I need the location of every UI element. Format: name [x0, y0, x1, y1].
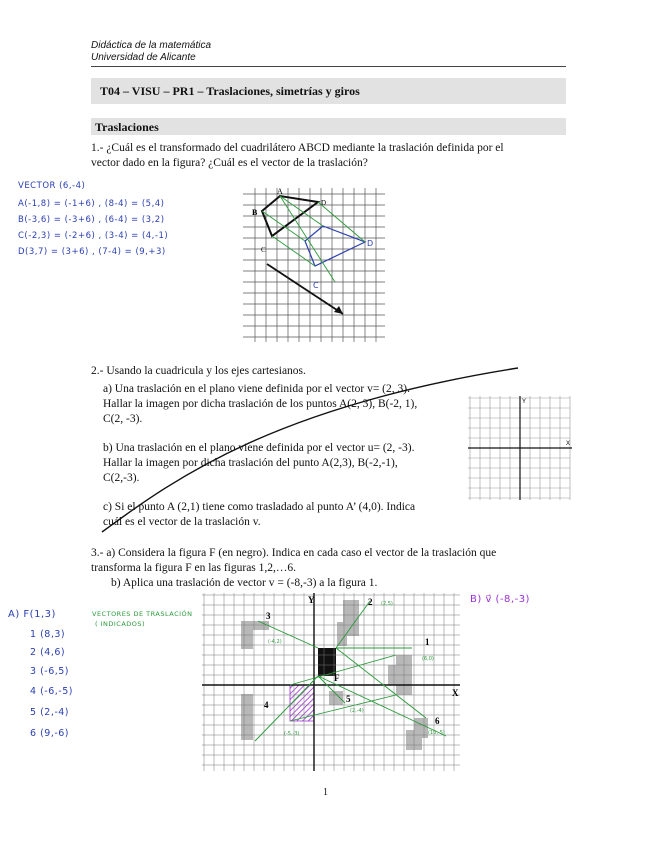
q1-label-c: C [261, 246, 266, 254]
q2-grid [466, 394, 574, 502]
q1-label-d: D [321, 199, 327, 207]
section-box [91, 118, 566, 135]
header-rule [91, 66, 566, 67]
q2-axis-x: X [566, 441, 571, 447]
q1-label-c2: C [313, 281, 319, 290]
header-line-2: Universidad de Alicante [91, 52, 196, 63]
hw3-row-5: 5 (2,-4) [30, 707, 70, 718]
q2-a-line-3: C(2, -3). [103, 413, 143, 425]
q3-axis-y: Y [308, 595, 315, 605]
hw-line-b: B(-3,6) = (-3+6) , (6-4) = (3,2) [18, 215, 165, 225]
q2-b-line-3: C(2,-3). [103, 472, 140, 484]
q3-axis-x: X [452, 688, 459, 698]
q3-annot-4: (-5,-3) [284, 731, 300, 737]
q3-line-2: transforma la figura F en las figuras 1,2,…6. [91, 562, 297, 574]
header-line-1: Didáctica de la matemática [91, 40, 212, 51]
hw-vector: VECTOR (6,-4) [18, 181, 86, 191]
q3-line-3: b) Aplica una traslación de vector v = (-8,-3) a la figura 1. [111, 577, 378, 589]
hw3-vec-note-2: ( INDICADOS) [95, 620, 146, 628]
q3-annot-3: (-4,2) [268, 639, 282, 645]
q3-label-4: 4 [264, 700, 269, 710]
hw3-title: A) F(1,3) [8, 609, 56, 620]
q3-annot-2: (2,5) [381, 601, 393, 607]
q2-intro: 2.- Usando la cuadricula y los ejes cartesianos. [91, 365, 306, 377]
q1-line-2: vector dado en la figura? ¿Cuál es el vector de la traslación? [91, 157, 368, 169]
hw3-answer-b: B) v⃗ (-8,-3) [470, 594, 530, 605]
hw3-row-1: 1 (8,3) [30, 629, 66, 640]
q3-annot-6: (10,-5) [428, 730, 445, 736]
hw3-row-4: 4 (-6,-5) [30, 686, 73, 697]
q3-label-1: 1 [425, 637, 430, 647]
q3-figure [200, 591, 462, 774]
q1-label-d2: D [367, 239, 374, 248]
hw3-row-2: 2 (4,6) [30, 647, 66, 658]
page-number: 1 [323, 787, 328, 798]
q3-label-3: 3 [266, 611, 271, 621]
hw3-vec-note-1: VECTORES DE TRASLACIÓN [92, 610, 193, 618]
q2-b-line-1: b) Una traslación en el plano viene definida por el vector u= (2, -3). [103, 442, 415, 454]
q3-label-2: 2 [368, 597, 373, 607]
q2-axis-y: Y [522, 399, 527, 405]
q1-label-a: A [277, 187, 283, 196]
q2-a-line-2: Hallar la imagen por dicha traslación de los puntos A(2, 3), B(-2, 1), [103, 398, 418, 410]
section-title: Traslaciones [95, 120, 159, 134]
hw3-row-3: 3 (-6,5) [30, 666, 70, 677]
page-title: T04 – VISU – PR1 – Traslaciones, simetrías y giros [100, 84, 360, 98]
q1-figure [235, 186, 395, 344]
q2-c-line-2: cuál es el vector de la traslación v. [103, 516, 261, 528]
q2-a-line-1: a) Una traslación en el plano viene definida por el vector v= (2, 3). [103, 383, 410, 395]
q3-label-6: 6 [435, 716, 440, 726]
q1-label-b: B [252, 208, 258, 217]
hw-line-d: D(3,7) = (3+6) , (7-4) = (9,+3) [18, 247, 166, 257]
q3-label-f: F [334, 673, 340, 683]
q3-line-1: 3.- a) Considera la figura F (en negro). Indica en cada caso el vector de la traslación que [91, 547, 497, 559]
q3-annot-1: (6,0) [422, 656, 434, 662]
q3-label-5: 5 [346, 694, 351, 704]
hw-line-c: C(-2,3) = (-2+6) , (3-4) = (4,-1) [18, 231, 169, 241]
strike-line [98, 366, 523, 536]
q2-b-line-2: Hallar la imagen por dicha traslación del punto A(2,3), B(-2,-1), [103, 457, 398, 469]
q1-line-1: 1.- ¿Cuál es el transformado del cuadrilátero ABCD mediante la traslación definida por el [91, 142, 504, 154]
hw-line-a: A(-1,8) = (-1+6) , (8-4) = (5,4) [18, 199, 165, 209]
hw3-row-6: 6 (9,-6) [30, 728, 70, 739]
q2-c-line-1: c) Si el punto A (2,1) tiene como trasladado al punto A’ (4,0). Indica [103, 501, 416, 513]
q3-annot-5: (2,-4) [350, 708, 364, 714]
